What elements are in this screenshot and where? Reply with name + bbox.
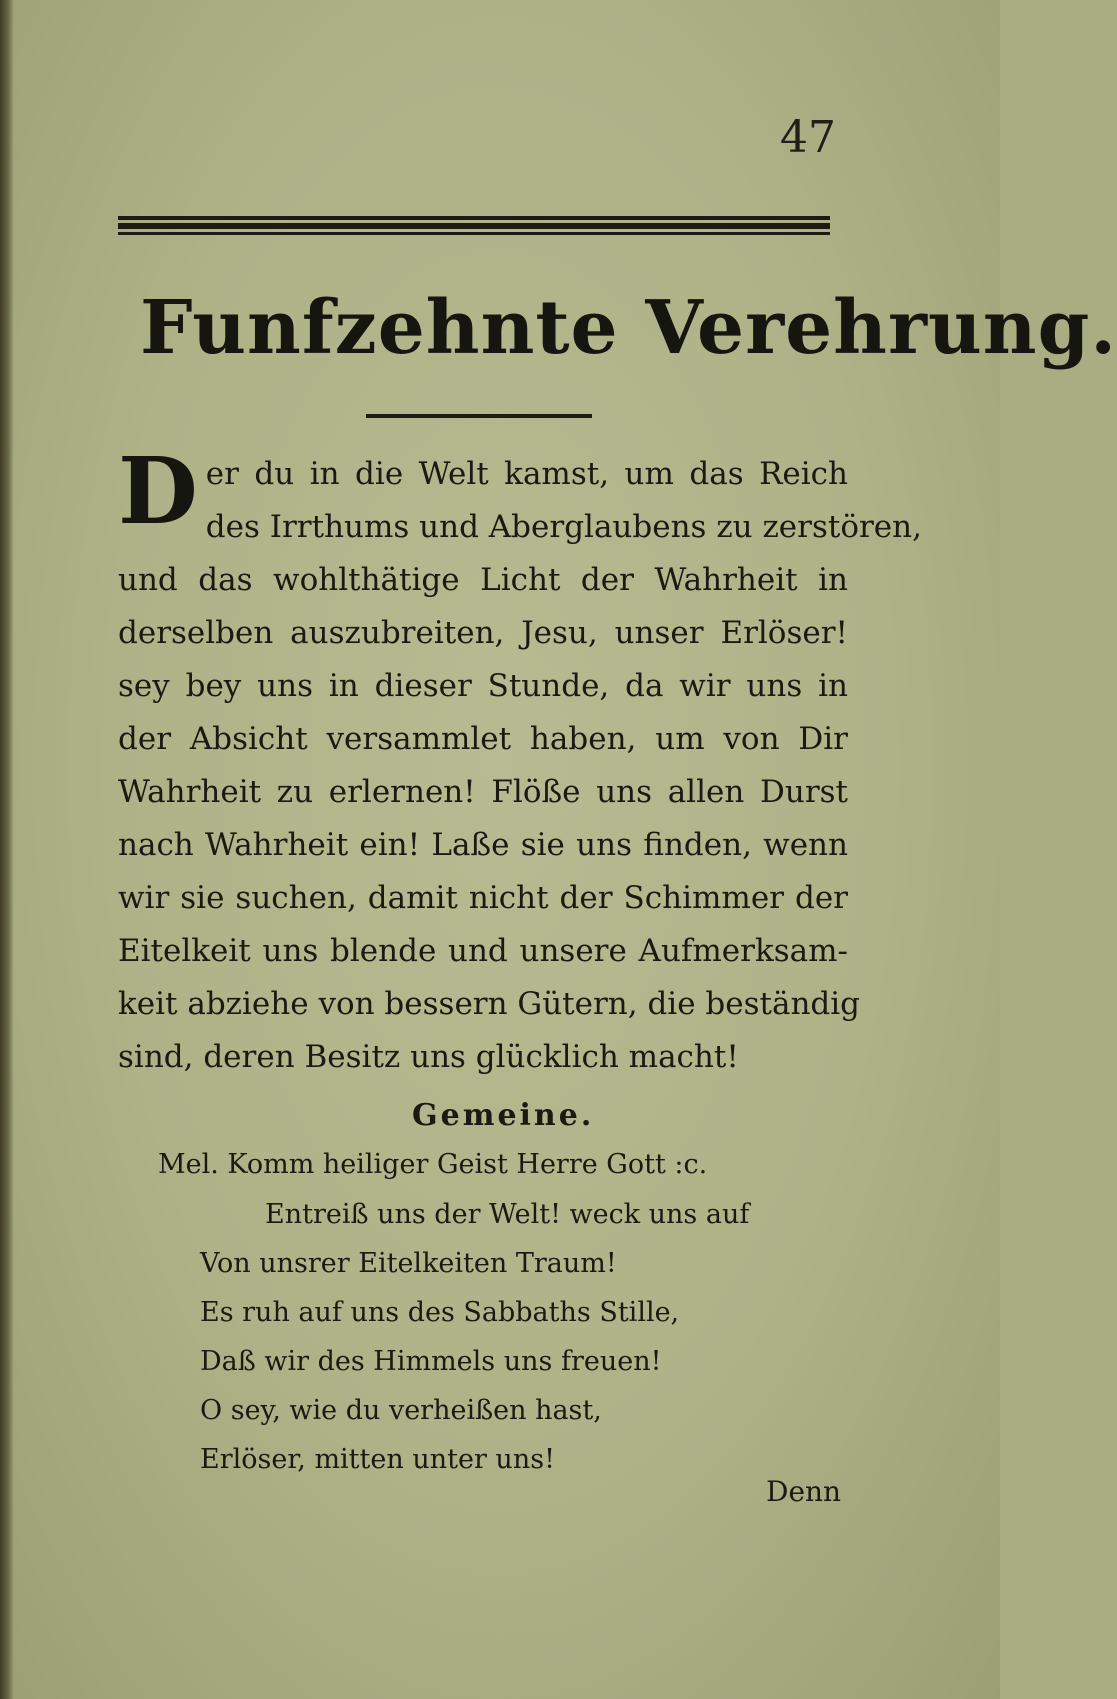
prayer-line: sey bey uns in dieser Stunde, da wir uns in <box>118 668 848 704</box>
prayer-line: und das wohlthätige Licht der Wahrheit in <box>118 562 848 598</box>
catchword: Denn <box>766 1475 842 1508</box>
page-number: 47 <box>780 112 836 163</box>
decorative-double-rule <box>118 216 830 234</box>
section-heading: Funfzehnte Verehrung. <box>140 285 1117 371</box>
hymn-line: Von unsrer Eitelkeiten Traum! <box>200 1248 617 1279</box>
hymn-line: Entreiß uns der Welt! weck uns auf <box>265 1199 750 1230</box>
hymn-line: O sey, wie du verheißen hast, <box>200 1395 602 1426</box>
prayer-line: wir sie suchen, damit nicht der Schimmer der <box>118 880 848 916</box>
prayer-line: Wahrheit zu erlernen! Flöße uns allen Durst <box>118 774 848 810</box>
prayer-line: er du in die Welt kamst, um das Reich <box>205 456 848 492</box>
prayer-line: des Irrthums und Aberglaubens zu zerstören, <box>205 509 922 545</box>
drop-cap: D <box>118 437 198 545</box>
prayer-line: sind, deren Besitz uns glücklich macht! <box>118 1039 739 1075</box>
prayer-paragraph <box>118 437 922 1084</box>
prayer-line: derselben auszubreiten, Jesu, unser Erlöser! <box>118 615 848 651</box>
hymn-line: Erlöser, mitten unter uns! <box>200 1444 555 1475</box>
book-spine-edge <box>0 0 14 1699</box>
hymn-line: Daß wir des Himmels uns freuen! <box>200 1346 662 1377</box>
hymn-verse <box>200 1190 820 1484</box>
heading-underline-rule <box>366 414 592 418</box>
hymn-title: Gemeine. <box>412 1098 595 1133</box>
hymn-line: Es ruh auf uns des Sabbaths Stille, <box>200 1297 680 1328</box>
prayer-line: der Absicht versammlet haben, um von Dir <box>118 721 848 757</box>
hymn-melody-note: Mel. Komm heiliger Geist Herre Gott :c. <box>158 1149 708 1180</box>
prayer-line: Eitelkeit uns blende und unsere Aufmerksam- <box>118 933 848 969</box>
prayer-line: keit abziehe von bessern Gütern, die beständig <box>118 986 861 1022</box>
prayer-line: nach Wahrheit ein! Laße sie uns finden, wenn <box>118 827 848 863</box>
